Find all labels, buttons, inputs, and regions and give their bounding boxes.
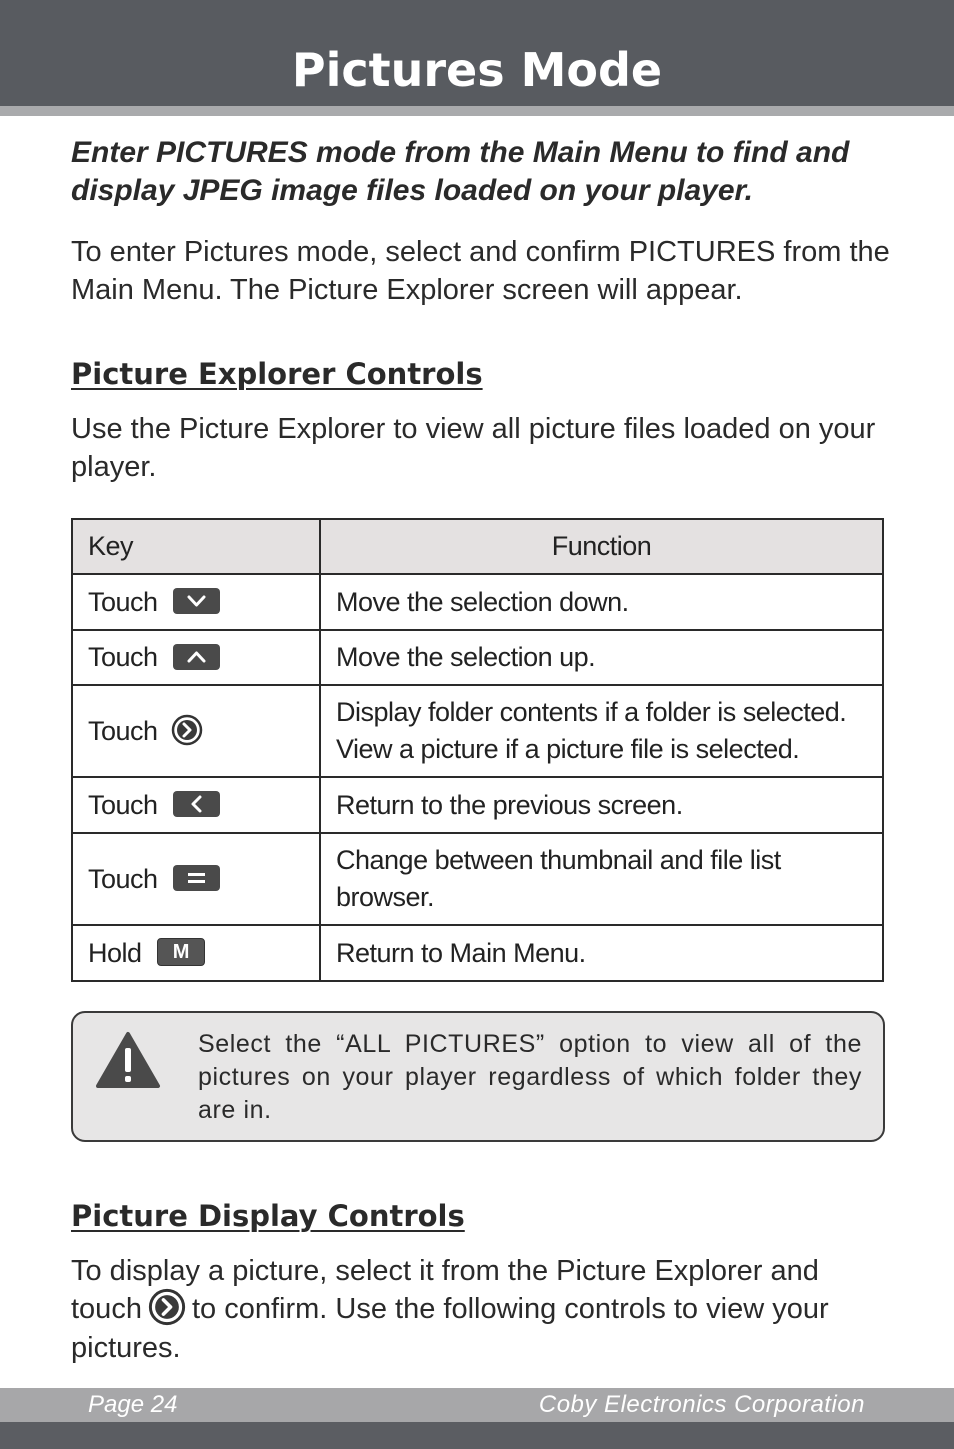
- circle-arrow-right-icon: [148, 1288, 186, 1326]
- footer-base: [0, 1422, 954, 1449]
- table-row: [72, 833, 883, 925]
- chevron-down-button-icon: [173, 588, 220, 614]
- display-paragraph: [71, 1252, 891, 1367]
- table-row: [72, 685, 883, 777]
- key-cell: [72, 685, 320, 777]
- chevron-up-button-icon: [173, 644, 220, 670]
- table-row: [72, 777, 883, 833]
- intro-text: Enter PICTURES mode from the Main Menu to find and display JPEG image files loaded on your player.: [71, 136, 850, 207]
- page-title: Pictures Mode: [291, 43, 663, 97]
- page-number: Page 24: [88, 1391, 178, 1418]
- column-header-function: Function: [320, 519, 883, 574]
- table-row: [72, 574, 883, 630]
- display-text-after: to confirm. Use the following controls to view your pictures.: [71, 1293, 829, 1365]
- chevron-left-button-icon: [173, 791, 220, 817]
- function-line-1: Display folder contents if a folder is selected.: [336, 697, 847, 727]
- function-cell: Move the selection down.: [320, 574, 883, 630]
- header-rule: [0, 106, 954, 116]
- key-action: Touch: [88, 863, 158, 894]
- key-action: Touch: [88, 642, 158, 672]
- warning-icon: [95, 1030, 161, 1090]
- function-line-1: Change between thumbnail and file list: [336, 845, 781, 875]
- enter-paragraph: To enter Pictures mode, select and confirm PICTURES from the Main Menu. The Picture Explorer screen will appear.: [71, 236, 890, 306]
- note-text: Select the “ALL PICTURES” option to view all of the pictures on your player regardless of which folder they are in.: [198, 1030, 862, 1124]
- table-row: [72, 630, 883, 685]
- key-cell: [72, 630, 320, 685]
- company-name: Coby Electronics Corporation: [538, 1391, 865, 1418]
- circle-arrow-right-icon: [171, 714, 203, 746]
- display-text-before: To display a picture, select it from the Picture Explorer and touch: [71, 1255, 819, 1325]
- function-cell: Return to the previous screen.: [320, 777, 883, 833]
- note-box: [71, 1011, 885, 1142]
- function-line-2: View a picture if a picture file is selected.: [336, 734, 800, 764]
- key-action: Touch: [88, 715, 158, 746]
- list-toggle-button-icon: [173, 865, 220, 891]
- function-cell: Return to Main Menu.: [320, 925, 883, 981]
- function-cell: [320, 685, 883, 777]
- key-cell: [72, 925, 320, 981]
- key-cell: [72, 777, 320, 833]
- key-action: Touch: [88, 586, 158, 617]
- explorer-controls-table: [71, 518, 884, 982]
- column-header-key: Key: [72, 519, 320, 574]
- key-cell: [72, 833, 320, 925]
- explorer-description: Use the Picture Explorer to view all picture files loaded on your player.: [71, 413, 876, 483]
- function-line-2: browser.: [336, 882, 435, 912]
- key-action: Hold: [88, 937, 142, 968]
- key-cell: [72, 574, 320, 630]
- display-heading: Picture Display Controls: [71, 1199, 465, 1233]
- explorer-heading: Picture Explorer Controls: [71, 357, 483, 391]
- table-row: [72, 925, 883, 981]
- menu-m-button-icon: M: [157, 938, 205, 966]
- function-cell: Move the selection up.: [320, 630, 883, 685]
- table-header-row: [72, 519, 883, 574]
- function-cell: [320, 833, 883, 925]
- key-action: Touch: [88, 789, 158, 820]
